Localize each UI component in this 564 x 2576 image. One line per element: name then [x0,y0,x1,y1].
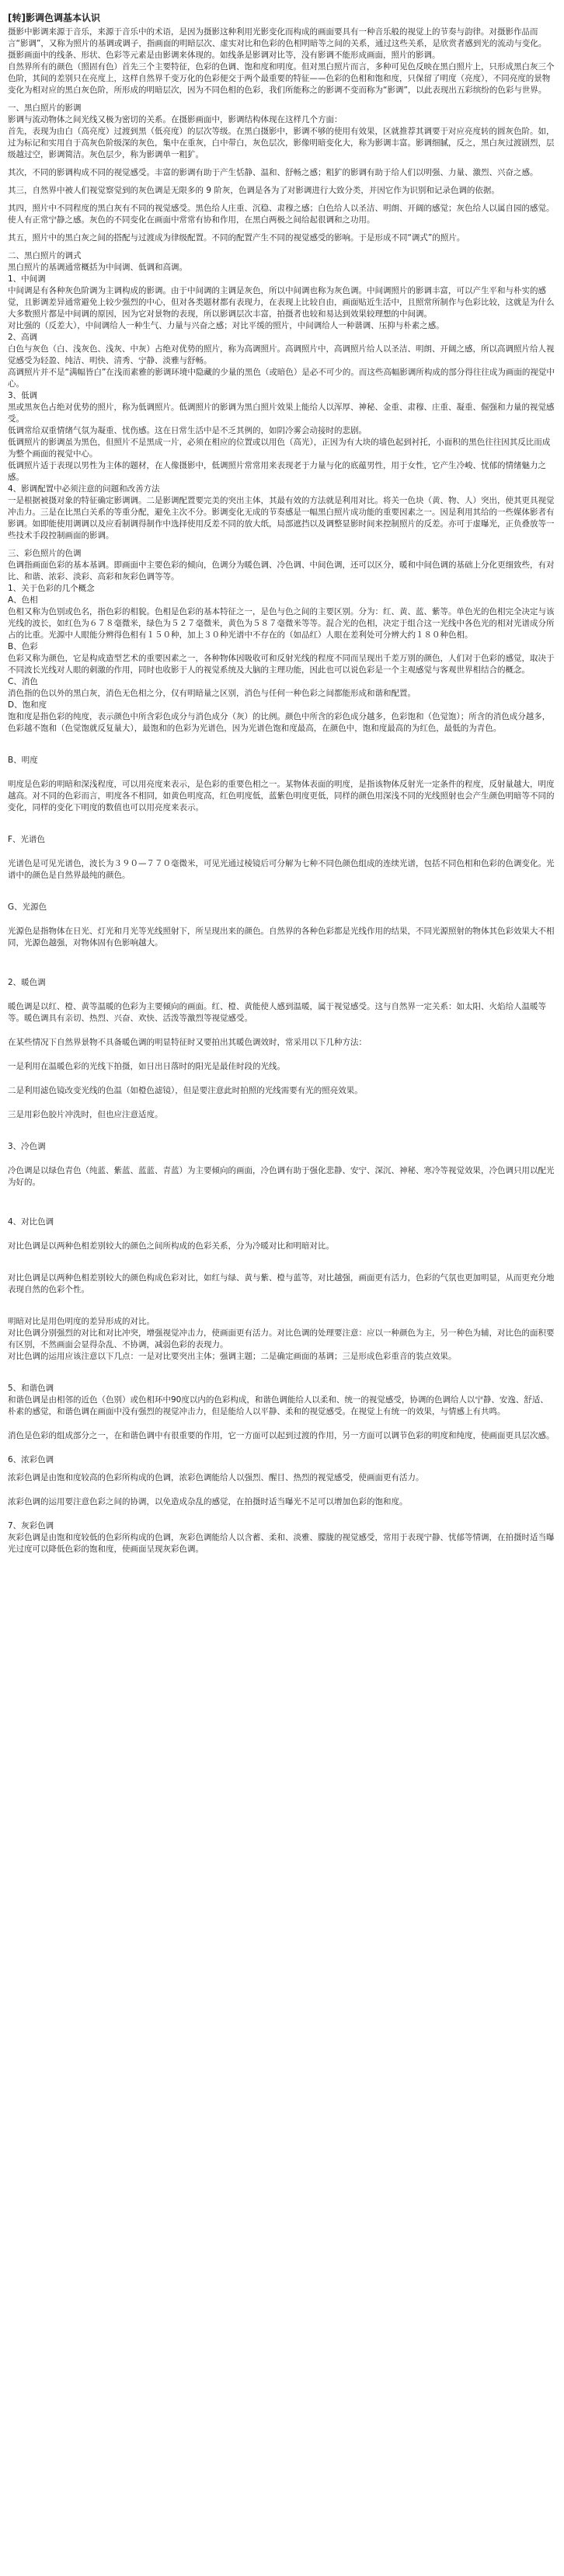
paragraph: 浓彩色调的运用要注意色彩之间的协调，以免造成杂乱的感觉，在拍摄时适当曝光不足可以增加色彩的饱和度。 [8,1497,408,1506]
paragraph: 摄影中影调来源于音乐，来源于音乐中的术语，是因为摄影这种利用光影变化而构成的画面要具有一种音乐般的视觉上的节奏与韵律。对摄影作品而言“影调”，又称为照片的基调或调子，指画面的明暗层次、虚实对比和色彩的色相明暗等之间的关系，通过这些关系，是欣赏者感到光的流动与变化。 [8,27,547,48]
concept-heading: B、色彩 [8,642,38,651]
paragraph: 中间调是有各种灰色阶调为主调构成的影调。由于中间调的主调是灰色，所以中间调也称为灰色调。中间调照片的影调丰富，可以产生平和与朴实的感觉，且影调差异通常避免上较少强烈的中心，但对各类题材都有表现力，在表现上比较自由，画面贴近生活中，且照常所制作与色彩比较，这就是为什么大多数照片都是中间调的原因，因为它对景物的表现，所以影调层次丰富，拍摄者也较和易达到效果较理想的中间调。 [8,286,555,319]
section-heading: 二、黑白照片的调式 [8,251,82,260]
paragraph: 低调照片适于表现以男性为主体的题材，在人像摄影中，低调照片常常用来表现老于力量与化的底蕴男性，用于女性，它产生冷峻、忧郁的情绪魅力之感。 [8,461,546,482]
paragraph: 色彩又称为颜色，它是构成造型艺术的重要因素之一，各种物体因吸收可和反射光线的程度不同而呈现出千差万别的颜色，人们对于色彩的感觉，取决于不同波长光线对人眼的刺激的作用，同时也收影于人的视觉系统及大脑的主理功能，因此也可以说色彩是一个主观感觉与客观世界相结合的概念。 [8,654,555,675]
paragraph: 和谐色调是由相邻的近色（色别）或色相环中90度以内的色彩构成，和谐色调能给人以柔和、统一的视觉感受，协调的色调给人以宁静、安逸、舒适、朴素的感觉，和谐色调在画面中没有强烈的视觉冲击力，但是能给人以平静、柔和的视觉感受。在视觉上有统一的效果，与情感上有共鸣。 [8,1395,548,1416]
concept-heading: G、光源色 [8,902,47,912]
subsection-heading: 7、灰彩色调 [8,1521,54,1531]
concept-heading: C、消色 [8,677,38,686]
paragraph: 影调与流动物体之间光线又极为密切的关系。在摄影画面中，影调结构体现在这样几个方面： [8,115,343,124]
paragraph: 对比色调分别强烈的对比和对比冲突，增强视觉冲击力，使画面更有活力。对比色调的处理要注意：应以一种颜色为主，另一种色为辅，对比色的面积要有区别，不然画面会显得杂乱、不协调，减弱色彩的表现力。 [8,1328,555,1349]
subsection-heading: 1、中间调 [8,274,46,284]
paragraph: 消色指的色以外的黑白灰，消色无色相之分，仅有明暗量之区别，消色与任何一种色彩之间都能形成和谐和配置。 [8,689,416,698]
paragraph: 高调照片并不是“满幅皆白”在浅而素雅的影调环境中隐藏的少量的黑色（或暗色）是必不可少的。而这些高幅影调所构成的部分得往往成为画面的视觉中心。 [8,368,555,389]
paragraph: 色调指画面色彩的基本基调。即画面中主要色彩的倾向，色调分为暖色调、冷色调、中间色调，还可以区分，暖和中间色调的基础上分化更细致些，有对比、和谐、浓彩、淡彩、高彩和灰彩色调等等。 [8,560,555,581]
paragraph: 光谱色是可见光谱色，波长为３９０—７７０毫微米，可见光通过棱镜后可分解为七种不同色颜色组成的连续光谱，包括不同色相和色彩的色调变化。光谱中的颜色是自然界最纯的颜色。 [8,859,555,880]
paragraph: 色相又称为色别或色名，指色彩的相貌。色相是色彩的基本特征之一，是色与色之间的主要区别。分为：红、黄、蓝、紫等。单色光的色相完全决定与该光线的波长，如红色为６７８毫微米，绿色为５２７毫微米，黄色为５８７毫微米等等。混合光的色相，决定于组合这一光线中各色光的相对光谱成分所占的比重。光源中人眼能分辨得色相有１５０种，加上３０种光谱中不存在的（如品红）人眼在差利处可分辨大约１８０种色相。 [8,607,555,640]
paragraph: 其四，照片中不同程度的黑白灰有不同的视觉感受。黑色给人庄重、沉稳、肃穆之感；白色给人以圣洁、明朗、开阔的感觉；灰色给人以属自园的感觉。使人有正常宁静之感。灰色的不同变化在画面中常常有协和作用，在黑白两极之间给起很调和之功用。 [8,204,555,225]
concept-heading: F、光谱色 [8,835,46,844]
paragraph: 饱和度是指色彩的纯度，表示颜色中所含彩色成分与消色成分（灰）的比例。颜色中所含的彩色成分越多，色彩饱和（色觉饱）；所含的消色成分越多，色彩越不饱和（色觉饱就反复量大），最饱和的色彩为光谱色，因为光谱色饱和度最高，在颜色中，饱和度最高的为红色，最低的为青色。 [8,712,551,733]
paragraph: 在某些情况下自然界景物不具备暖色调的明显特征时又要拍出其暖色调效时，常采用以下几种方法： [8,1038,367,1047]
paragraph: 对比色调是以两种色相差别较大的颜色之间所构成的色彩关系，分为冷暖对比和明暗对比。 [8,1241,334,1251]
paragraph: 冷色调是以绿色青色（纯蓝、紫蓝、蓝蓝、青蓝）为主要倾向的画面，冷色调有助于强化悲静、安宁、深沉、神秘、寒冷等视觉效果，冷色调只用以配光为好的。 [8,1166,555,1187]
concept-heading: B、明度 [8,756,38,765]
paragraph: 明度是色彩的明暗和深浅程度，可以用亮度来表示，是色彩的重要色相之一。某物体表面的明度，是指该物体反射光一定条件的程度，反射量越大，明度越高。对不同的色彩而言，明度各不相同，如黄色明度高，红色明度低，蓝紫色明度更低，同样的颜色用深浅不同的光线照射也会产生颜色明暗等不同的变化，同样的变化下明度的数值也可以用亮度来表示。 [8,780,555,812]
paragraph: 一是根据被摄对象的特征确定影调调。二是影调配置要完美的突出主体，其最有效的方法就是利用对比。将关一色块（黄、物、人）突出，使其更具视觉冲击力。三是在比黑白关系的等重分配，避免主次不分。影调变化无成的节奏感是一幅黑白照片成功能的重要因素之一。因是利用其给的一些媒体影者有影调。如即能使用调调以及应看制调得制作中选择使用反差不同的放大纸，局部遮挡以及调整显影时间来控制照片的反差。亦可于虚曝光，正负叠放等一些技术手段控制画面的影调。 [8,496,555,540]
subsection-heading: 2、高调 [8,333,38,342]
paragraph: 其次，不同的影调构成不同的视觉感受。丰富的影调有助于产生恬静、温和、舒畅之感；粗犷的影调有助于给人们以明强、力量、激烈、兴奋之感。 [8,168,538,177]
paragraph: 对比色调是以两种色相差别较大的颜色构成色彩对比，如红与绿、黄与紫、橙与蓝等，对比越强，画面更有活力，色彩的气氛也更加明显，从而更充分地表现自然的色彩个性。 [8,1273,555,1294]
paragraph: 黑白照片的基调通常概括为中间调、低调和高调。 [8,263,187,272]
paragraph: 其五，照片中的黑白灰之间的搭配与过渡成为律级配置。不同的配置产生不同的视觉感受的影响。于是形成不同“调式”的照片。 [8,233,465,243]
paragraph: 对比强的（反差大），中间调给人一种生气、力量与兴奋之感；对比平缓的照片，中间调给人一种谐调、压抑与朴素之感。 [8,321,444,330]
paragraph: 首先，表现为由白（高亮度）过渡到黑（低亮度）的层次等级。在黑白摄影中，影调不够的使用有效果，区就推荐其调要于对应亮度转的圆灰色阶。如，过为标记和实用自于高灰色阶级深的灰色，集中在重灰，白中带白，灰色层次，影像明暗变化大，称为影调丰富。影调细腻，反之，黑白灰过渡剧烈，层级越过空，影调简洁。灰色层少，称为影调单一粗犷。 [8,127,555,159]
paragraph: 黑或黑灰色占绝对优势的照片，称为低调照片。低调照片的影调为黑白照片效果上能给人以浑厚、神秘、金重、肃穆、庄重、凝重、倔强和力量的视觉感受。 [8,403,555,424]
subsection-heading: 5、和谐色调 [8,1384,54,1393]
section-heading: 一、黑白照片的影调 [8,103,82,113]
concept-heading: D、饱和度 [8,700,47,710]
paragraph: 浓彩色调是由饱和度较高的色彩所构成的色调，浓彩色调能给人以强烈、醒目、热烈的视觉感受，使画面更有活力。 [8,1473,424,1482]
section-heading: 三、彩色照片的色调 [8,549,82,558]
paragraph: 摄影画面中的线条、形状、色彩等元素是由影调来体现的。如线条是影调对比等，没有影调不能形成画面，照片的影调。 [8,51,440,60]
paragraph: 其三，自然界中被人们视觉察觉到的灰色调是无限多的 9 阶灰，色调是各为了对影调进行大致分类，并因它作为识别和记录色调的依据。 [8,186,500,195]
paragraph: 灰彩色调是由饱和度较低的色彩所构成的色调，灰彩色调能给人以含蓄、柔和、淡雅、朦胧的视觉感受，常用于表现宁静、忧郁等情调，在拍摄时适当曝光过度可以降低色彩的饱和度，使画面呈现灰彩色调。 [8,1533,555,1554]
subsection-heading: 3、低调 [8,391,38,400]
paragraph: 明暗对比是用色明度的差异形成的对比。 [8,1317,155,1326]
paragraph: 消色是色彩的组成部分之一，在和谐色调中有很重要的作用，它一方面可以起到过渡的作用，另一方面可以调节色彩的明度和纯度，使画面更具层次感。 [8,1431,555,1440]
paragraph: 低调照片的影调虽为黑色，但照片不是黑成一片，必须在相应的位置或以用色（高光），正因为有大块的墙色起到衬托，小面积的黑色往往因其反比而成为整个画面的视觉中心。 [8,438,551,459]
subsection-heading: 2、暖色调 [8,978,46,987]
concept-heading: A、色相 [8,595,38,605]
paragraph: 对比色调的运用应该注意以下几点：一是对比要突出主体；强调主题；二是确定画面的基调；三是形成色彩重音的装点效果。 [8,1352,457,1361]
paragraph: 二是利用滤色镜改变光线的色温（如橙色滤镜），但是要注意此时拍照的光线需要有光的照亮效果。 [8,1086,363,1095]
subsection-heading: 6、浓彩色调 [8,1455,54,1464]
paragraph: 暖色调是以红、橙、黄等温暖的色彩为主要倾向的画面。红、橙、黄能使人感到温暖，属于视觉感受。这与自然界一定关系：如太阳、火焰给人温暖等等。暖色调具有亲切、热烈、兴奋、欢快、活泼等激烈等视觉感受。 [8,1002,546,1023]
paragraph: 自然界所有的颜色（照固有色）首先三个主要特征，色彩的色调、饱和度和明度。但对黑白照片而言，多种可见色反映在黑白照片上，只形成黑白灰三个色阶，其间的差别只在亮度上，这样自然界千变万化的色彩便交于两个最重要的特征——色彩的色相和饱和度，只保留了明度（亮度），不同亮度的景物变化为相对应的黑白灰色阶，所形成的明暗层次，因为不同色相的色彩，我们所能称之的影调不变而称为“影调”，以此表现出五彩缤纷的色彩与世界。 [8,62,555,95]
paragraph: 一是利用在温暖色彩的光线下拍摄，如日出日落时的阳光是最佳时段的光线。 [8,1062,285,1071]
paragraph: 白色与灰色（白、浅灰色、浅灰、中灰）占绝对优势的照片，称为高调照片。高调照片中，高调照片给人以圣洁、明朗、开阔之感，所以高调照片给人视觉感受为轻盈、纯洁、明快、清秀、宁静、淡雅与舒畅。 [8,344,555,365]
paragraph: 三是用彩色胶片冲洗时，但也应注意适度。 [8,1110,163,1119]
subsection-heading: 4、对比色调 [8,1217,54,1227]
subsection-heading: 4、影调配置中必须注意的问题和改善方法 [8,484,160,494]
paragraph: 光源色是指物体在日光、灯光和月光等光线照射下，所呈现出来的颜色。自然界的各种色彩都是光线作用的结果，不同光源照射的物体其色彩效果大不相同，光源色越强，对物体固有色影响越大。 [8,927,555,948]
subsection-heading: 1、关于色彩的几个概念 [8,584,95,593]
article-title: [转]影调色调基本认识 [8,12,100,23]
subsection-heading: 3、冷色调 [8,1142,46,1151]
paragraph: 低调常给双重情绪气氛为凝重、忧伤感。这在日常生活中是不乏其例的，如阴冷雾会动接时的悲剧。 [8,426,367,435]
